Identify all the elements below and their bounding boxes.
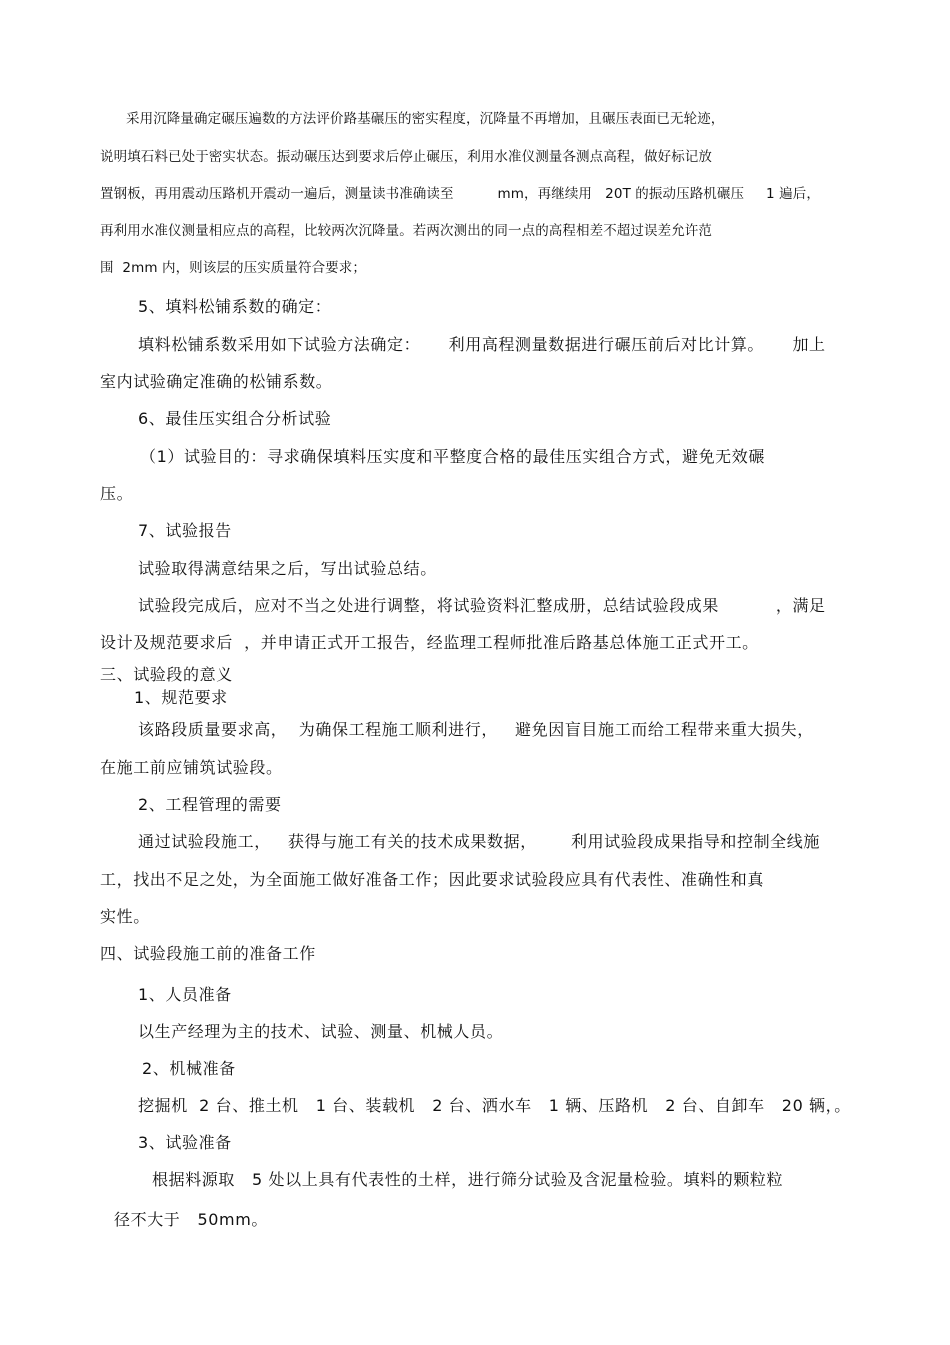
text-line: 试验段完成后，应对不当之处进行调整，将试验资料汇整成册，总结试验段成果 ，满足	[138, 596, 826, 615]
text-line: 径不大于 50mm。	[114, 1210, 268, 1229]
section-heading: 6、最佳压实组合分析试验	[138, 409, 332, 428]
section-heading: 2、机械准备	[142, 1059, 236, 1078]
text-line: 设计及规范要求后 ，并申请正式开工报告，经监理工程师批准后路基总体施工正式开工。	[100, 633, 759, 652]
text-line: 实性。	[100, 907, 150, 926]
text-line: 说明填石料已处于密实状态。振动碾压达到要求后停止碾压，利用水准仪测量各测点高程，做好标记放	[100, 149, 712, 165]
text-line: 室内试验确定准确的松铺系数。	[100, 372, 333, 391]
text-line: 该路段质量要求高， 为确保工程施工顺利进行， 避免因盲目施工而给工程带来重大损失，	[138, 720, 814, 739]
text-line: 围 2mm 内，则该层的压实质量符合要求；	[100, 260, 366, 276]
section-heading: 2、工程管理的需要	[138, 795, 282, 814]
text-line: 试验取得满意结果之后，写出试验总结。	[138, 559, 437, 578]
text-line: 采用沉降量确定碾压遍数的方法评价路基碾压的密实程度，沉降量不再增加，且碾压表面已无轮迹，	[126, 111, 725, 127]
text-line: 根据料源取 5 处以上具有代表性的土样，进行筛分试验及含泥量检验。填料的颗粒粒	[152, 1170, 784, 1189]
text-line: 工，找出不足之处，为全面施工做好准备工作；因此要求试验段应具有代表性、准确性和真	[100, 870, 765, 889]
text-line: （1）试验目的：寻求确保填料压实度和平整度合格的最佳压实组合方式，避免无效碾	[140, 447, 765, 466]
chapter-heading: 四、试验段施工前的准备工作	[100, 944, 316, 963]
section-heading: 1、规范要求	[134, 688, 228, 707]
section-heading: 5、填料松铺系数的确定：	[138, 297, 332, 316]
chapter-heading: 三、试验段的意义	[100, 665, 233, 684]
text-line: 以生产经理为主的技术、试验、测量、机械人员。	[138, 1022, 504, 1041]
text-line: 置钢板，再用震动压路机开震动一遍后，测量读书准确读至 mm，再继续用 20T 的振动压路机碾压 1 遍后，	[100, 186, 820, 202]
section-heading: 1、人员准备	[138, 985, 232, 1004]
text-line: 压。	[100, 484, 134, 503]
text-line: 在施工前应铺筑试验段。	[100, 758, 283, 777]
section-heading: 7、试验报告	[138, 521, 232, 540]
text-line: 挖掘机 2 台、推土机 1 台、装载机 2 台、洒水车 1 辆、压路机 2 台、自卸车 20 辆，。	[138, 1096, 851, 1115]
section-heading: 3、试验准备	[138, 1133, 232, 1152]
text-line: 通过试验段施工， 获得与施工有关的技术成果数据， 利用试验段成果指导和控制全线施	[138, 832, 820, 851]
text-line: 填料松铺系数采用如下试验方法确定： 利用高程测量数据进行碾压前后对比计算。 加上	[138, 335, 826, 354]
text-line: 再利用水准仪测量相应点的高程，比较两次沉降量。若两次测出的同一点的高程相差不超过误差允许范	[100, 223, 712, 239]
